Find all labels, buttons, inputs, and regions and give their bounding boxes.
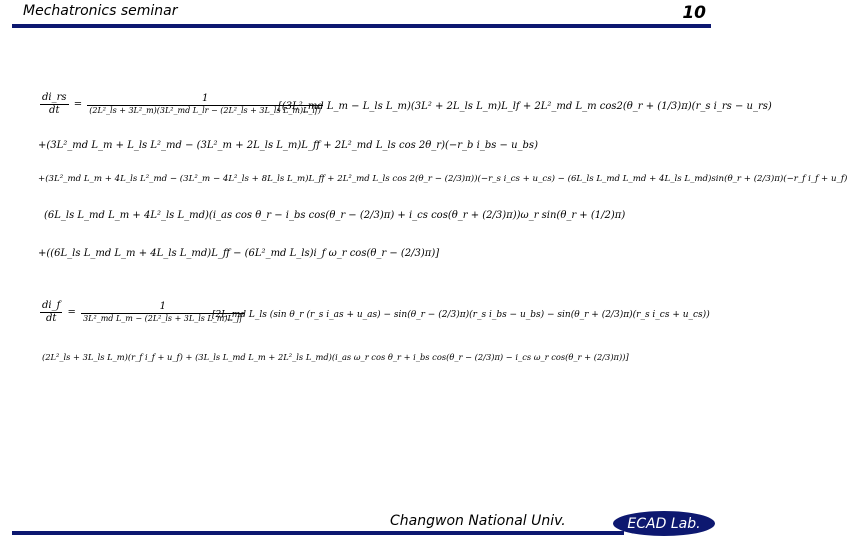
- eq1-line-5: +((6L_ls L_md L_m + 4L_ls L_md)L_ff − (6L²_md L_ls)i_f ω_r cos(θ_r − (2/3)π)]: [38, 248, 440, 259]
- page-number: 10: [682, 3, 706, 23]
- eq1-derivative: [40, 92, 69, 117]
- eq1-line-4: (6L_ls L_md L_m + 4L²_ls L_md)(i_as cos θ_r − i_bs cos(θ_r − (2/3)π) + i_cs cos(θ_r + (2/3)π))ω_r sin(θ_r + (1/2)π): [44, 210, 626, 221]
- eq1-equals: =: [73, 99, 83, 110]
- footer-lab-badge: ECAD Lab.: [613, 511, 715, 536]
- page-title: Mechatronics seminar: [23, 3, 178, 19]
- eq2-derivative: [40, 300, 62, 325]
- eq1-coef-denominator: (2L²_ls + 3L²_m)(3L²_md L_lr − (2L²_ls + 3L_ls L_m)L_lf): [89, 106, 322, 116]
- eq2-line-2: (2L²_ls + 3L_ls L_m)(r_f i_f + u_f) + (3L_ls L_md L_m + 2L²_ls L_md)(i_as ω_r cos θ_r + i_bs cos(θ_r − (2/3)π) − i_cs ω_r cos(θ_r + (2/3)π))]: [42, 352, 629, 362]
- header-rule: [12, 24, 711, 28]
- eq2-equals: =: [67, 307, 76, 318]
- eq2-line-1: [2L_md L_ls (sin θ_r (r_s i_as + u_as) − sin(θ_r − (2/3)π)(r_s i_bs − u_bs) − sin(θ_r + (2/3)π)(r_s i_cs + u_cs)): [212, 310, 710, 320]
- eq2-lhs-denominator: dt: [45, 313, 57, 324]
- footer-university: Changwon National Univ.: [390, 513, 566, 529]
- footer-rule: [12, 531, 624, 535]
- eq2-lhs-numerator: di_f: [42, 300, 61, 311]
- eq1-coef-numerator: 1: [87, 93, 323, 106]
- eq1-lhs-numerator: di_rs: [42, 92, 67, 103]
- eq2-coef-denominator: 3L²_md L_m − (2L²_ls + 3L_ls L_m)L_ff: [83, 314, 243, 324]
- eq1-line-1: [(3L²_md L_m − L_ls L_m)(3L² + 2L_ls L_m)L_lf + 2L²_md L_m cos2(θ_r + (1/3)π)(r_s i_rs − u_rs): [278, 101, 772, 112]
- eq1-lhs-denominator: dt: [49, 105, 60, 116]
- eq2-coef-numerator: 1: [81, 301, 244, 314]
- eq1-line-2: +(3L²_md L_m + L_ls L²_md − (3L²_m + 2L_ls L_m)L_ff + 2L²_md L_ls cos 2θ_r)(−r_b i_bs − u_bs): [38, 140, 538, 151]
- eq1-line-3: +(3L²_md L_m + 4L_ls L²_md − (3L²_m − 4L²_ls + 8L_ls L_m)L_ff + 2L²_md L_ls cos 2(θ_r − (2/3)π))(−r_s i_cs + u_cs) − (6L_ls L_md L_md + 4L_ls L_md)sin(θ_r + (2/3)π)(−r_f i_f + u_f): [38, 174, 847, 184]
